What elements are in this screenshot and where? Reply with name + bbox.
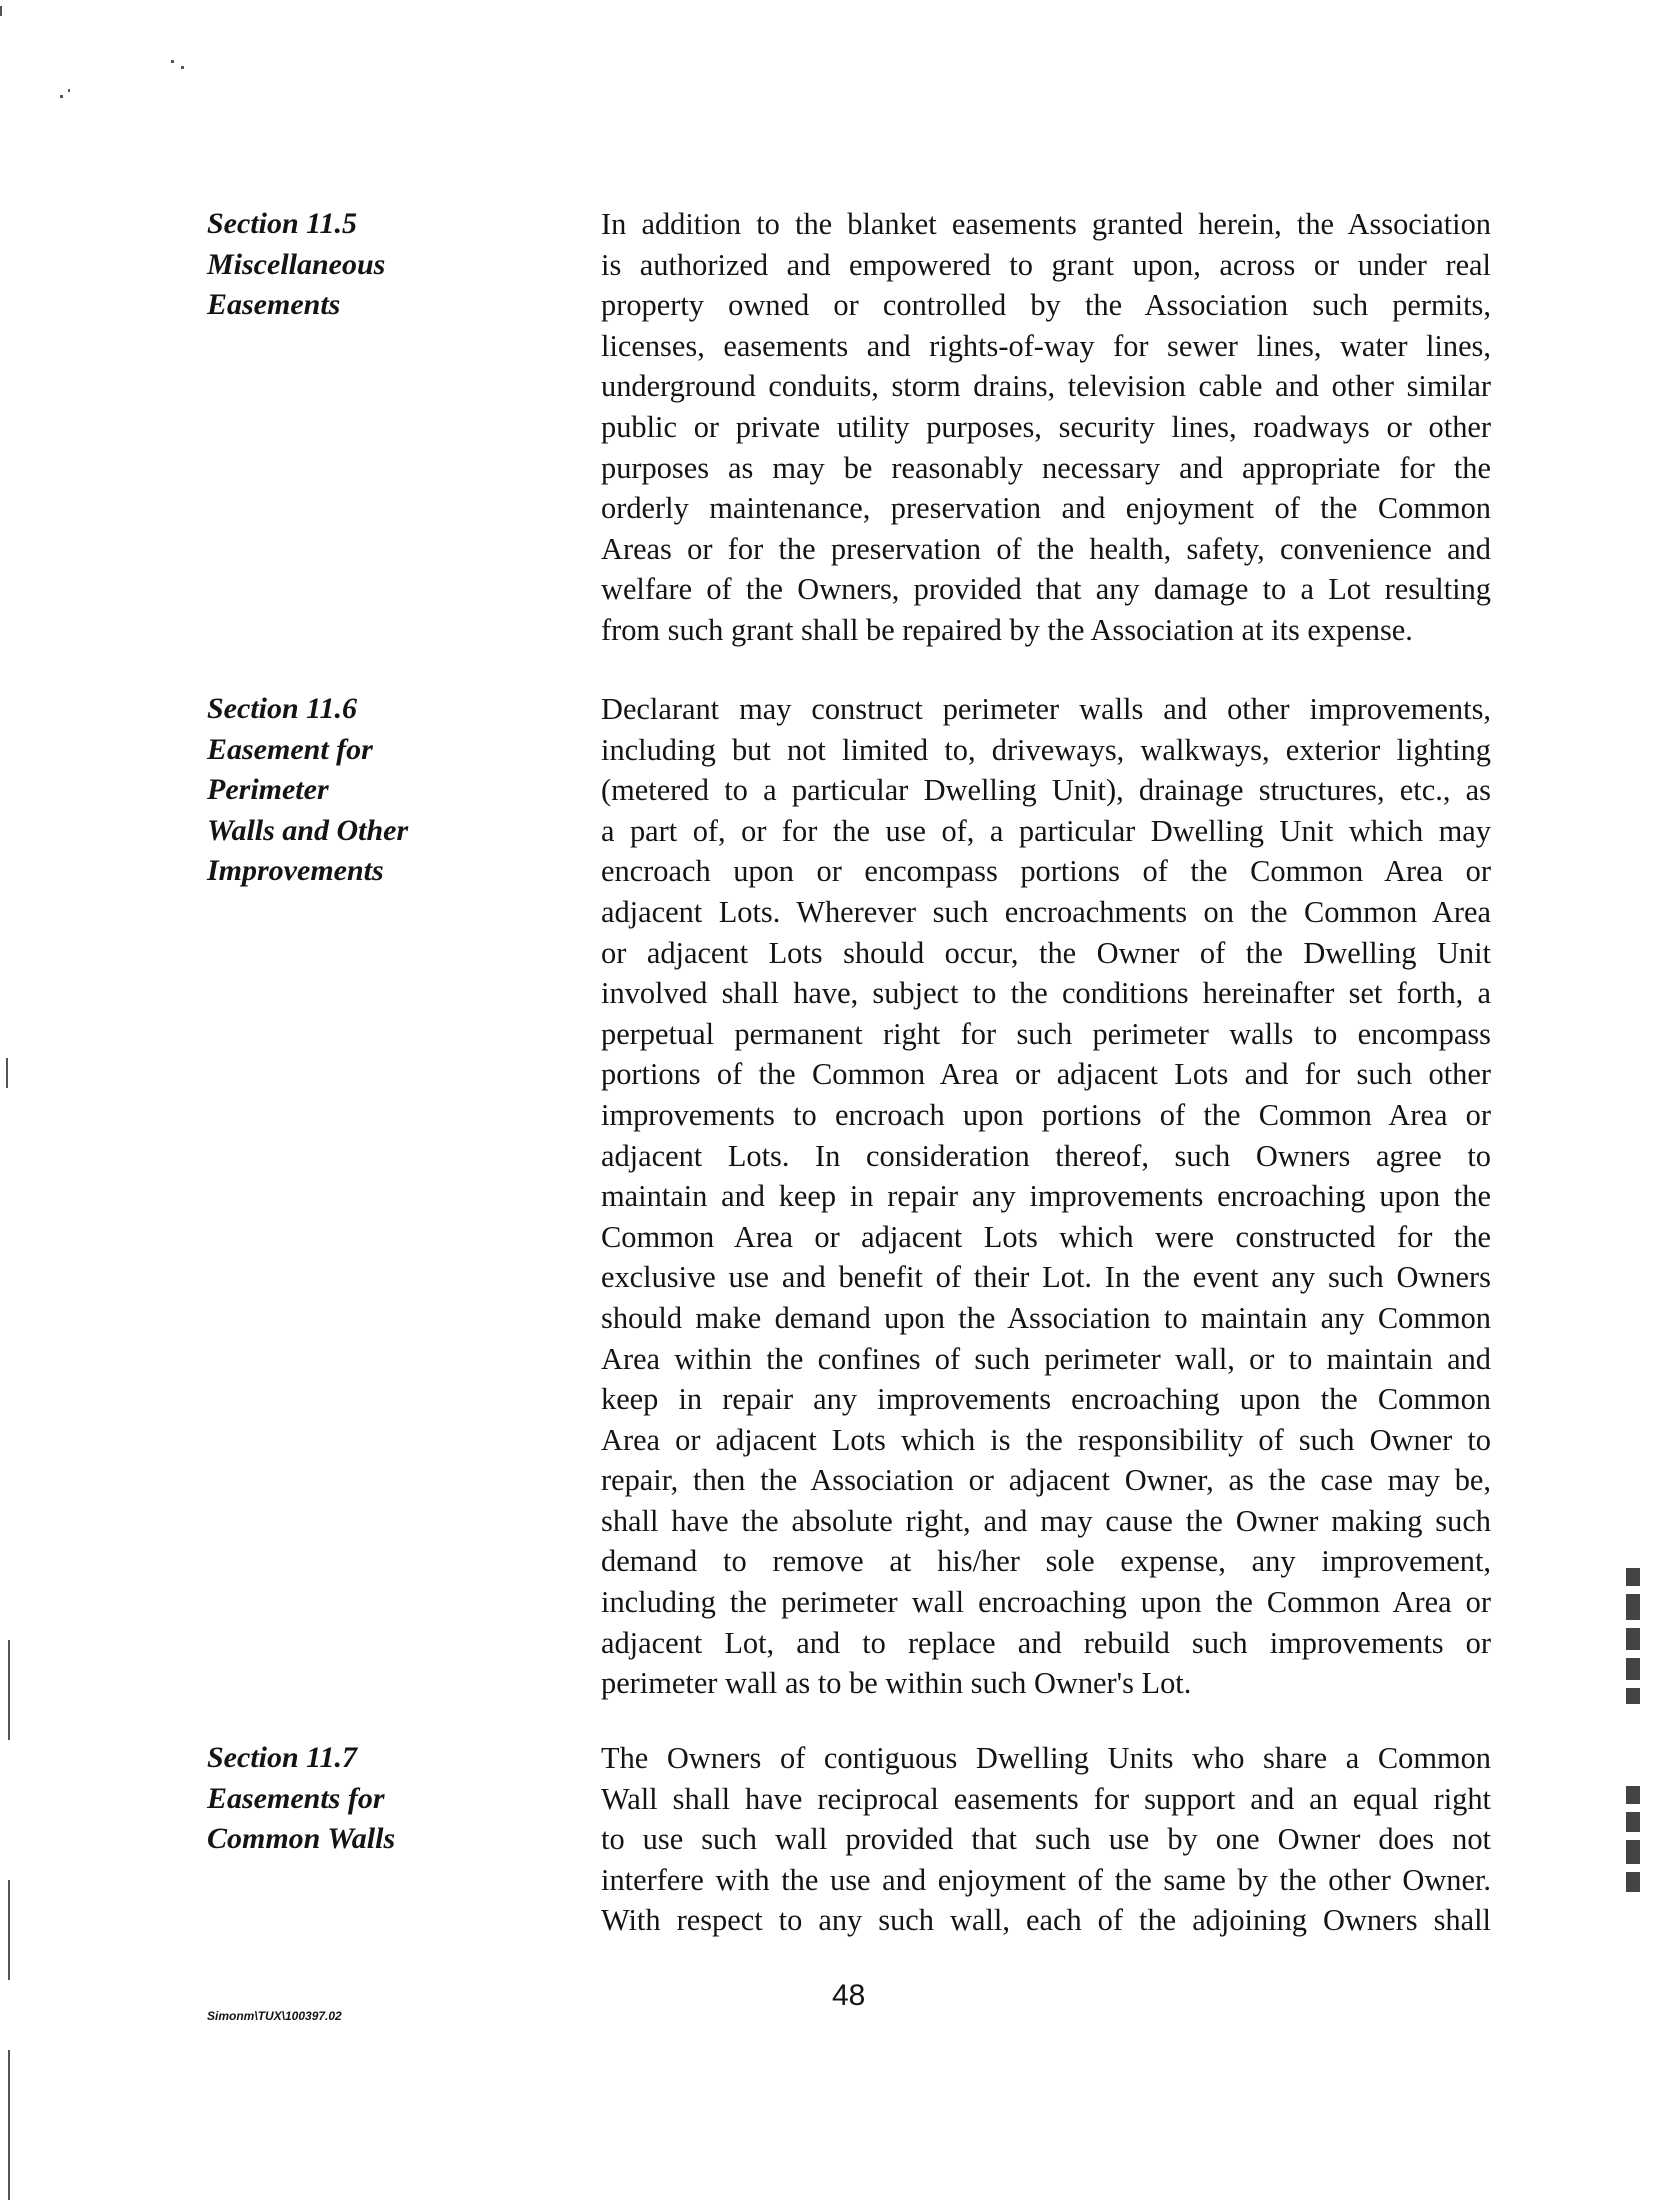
body-text-line: demand to remove at his/her sole expense, any improvement, [601, 1544, 1491, 1579]
body-text-line: welfare of the Owners, provided that any damage to a Lot resulting [601, 572, 1491, 607]
body-text-line: orderly maintenance, preservation and enjoyment of the Common [601, 491, 1491, 526]
section-heading-line: Easements for [207, 1781, 385, 1815]
section-body [601, 689, 1491, 1704]
body-text-line: involved shall have, subject to the conditions hereinafter set forth, a [601, 976, 1491, 1011]
body-text-line: adjacent Lot, and to replace and rebuild such improvements or [601, 1625, 1491, 1660]
section-heading [207, 204, 467, 326]
body-text-line: Areas or for the preservation of the health, safety, convenience and [601, 531, 1491, 566]
body-text-line: Common Area or adjacent Lots which were constructed for the [601, 1219, 1491, 1254]
body-text-line: shall have the absolute right, and may cause the Owner making such [601, 1503, 1491, 1538]
section-body [601, 204, 1491, 651]
body-text-line: encroach upon or encompass portions of the Common Area or [601, 854, 1491, 889]
scan-speck [68, 89, 70, 92]
body-text-line: to use such wall provided that such use by one Owner does not [601, 1822, 1491, 1857]
body-text-line: portions of the Common Area or adjacent Lots and for such other [601, 1057, 1491, 1092]
body-text-line: Area within the confines of such perimeter wall, or to maintain and [601, 1341, 1491, 1376]
body-text-line: underground conduits, storm drains, television cable and other similar [601, 369, 1491, 404]
margin-stamp-mark [1622, 1786, 1644, 1900]
body-text-line: repair, then the Association or adjacent Owner, as the case may be, [601, 1463, 1491, 1498]
section-heading-line: Section 11.5 [207, 207, 358, 240]
body-text-line: interfere with the use and enjoyment of the same by the other Owner. [601, 1862, 1491, 1897]
body-text-line: including the perimeter wall encroaching upon the Common Area or [601, 1585, 1491, 1620]
scan-edge-line [8, 2050, 10, 2200]
body-text-line: from such grant shall be repaired by the Association at its expense. [601, 612, 1413, 647]
body-text-line: In addition to the blanket easements granted herein, the Association [601, 207, 1491, 241]
body-text-line: (metered to a particular Dwelling Unit), drainage structures, etc., as [601, 773, 1491, 808]
section-heading-line: Perimeter [207, 773, 329, 807]
body-text-line: public or private utility purposes, security lines, roadways or other [601, 409, 1491, 444]
section-heading-line: Easement for [207, 732, 373, 766]
footer-file-id: Simonm\TUX\100397.02 [207, 2009, 342, 2023]
section-heading-line: Miscellaneous [207, 247, 386, 281]
scan-edge-line [6, 1058, 8, 1088]
body-text-line: adjacent Lots. Wherever such encroachments on the Common Area [601, 894, 1491, 929]
body-text-line: Wall shall have reciprocal easements for support and an equal right [601, 1781, 1491, 1816]
body-text-line: keep in repair any improvements encroaching upon the Common [601, 1382, 1491, 1417]
scan-edge-line [8, 1880, 10, 1980]
section-heading-line: Section 11.6 [207, 692, 358, 725]
section-heading [207, 689, 467, 892]
section-heading-line: Section 11.7 [207, 1741, 358, 1774]
section-heading-line: Easements [207, 288, 341, 322]
body-text-line: Declarant may construct perimeter walls and other improvements, [601, 692, 1491, 726]
scan-speck [60, 95, 63, 98]
body-text-line: a part of, or for the use of, a particular Dwelling Unit which may [601, 813, 1491, 848]
body-text-line: improvements to encroach upon portions of the Common Area or [601, 1097, 1491, 1132]
section-heading-line: Walls and Other [207, 813, 409, 847]
body-text-line: Area or adjacent Lots which is the responsibility of such Owner to [601, 1422, 1491, 1457]
section-heading-line: Common Walls [207, 1822, 396, 1856]
body-text-line: perimeter wall as to be within such Owner's Lot. [601, 1666, 1192, 1701]
scan-speck [181, 66, 184, 69]
body-text-line: licenses, easements and rights-of-way for sewer lines, water lines, [601, 328, 1491, 363]
body-text-line: including but not limited to, driveways, walkways, exterior lighting [601, 732, 1491, 767]
body-text-line: or adjacent Lots should occur, the Owner of the Dwelling Unit [601, 935, 1491, 970]
body-text-line: property owned or controlled by the Association such permits, [601, 288, 1491, 323]
body-text-line: is authorized and empowered to grant upon, across or under real [601, 247, 1491, 282]
page-number: 48 [832, 1979, 866, 2012]
scan-edge-line [8, 1640, 10, 1740]
body-text-line: With respect to any such wall, each of the adjoining Owners shall [601, 1903, 1491, 1938]
margin-stamp-mark [1622, 1568, 1644, 1712]
body-text-line: adjacent Lots. In consideration thereof, such Owners agree to [601, 1138, 1491, 1173]
scan-speck [0, 6, 2, 16]
body-text-line: should make demand upon the Association to maintain any Common [601, 1300, 1491, 1335]
section-heading [207, 1738, 467, 1860]
body-text-line: exclusive use and benefit of their Lot. In the event any such Owners [601, 1260, 1491, 1295]
scan-speck [171, 60, 174, 63]
body-text-line: maintain and keep in repair any improvements encroaching upon the [601, 1179, 1491, 1214]
section-body [601, 1738, 1491, 1941]
section-heading-line: Improvements [207, 854, 384, 888]
body-text-line: The Owners of contiguous Dwelling Units who share a Common [601, 1741, 1491, 1775]
body-text-line: perpetual permanent right for such perimeter walls to encompass [601, 1016, 1491, 1051]
body-text-line: purposes as may be reasonably necessary and appropriate for the [601, 450, 1491, 485]
